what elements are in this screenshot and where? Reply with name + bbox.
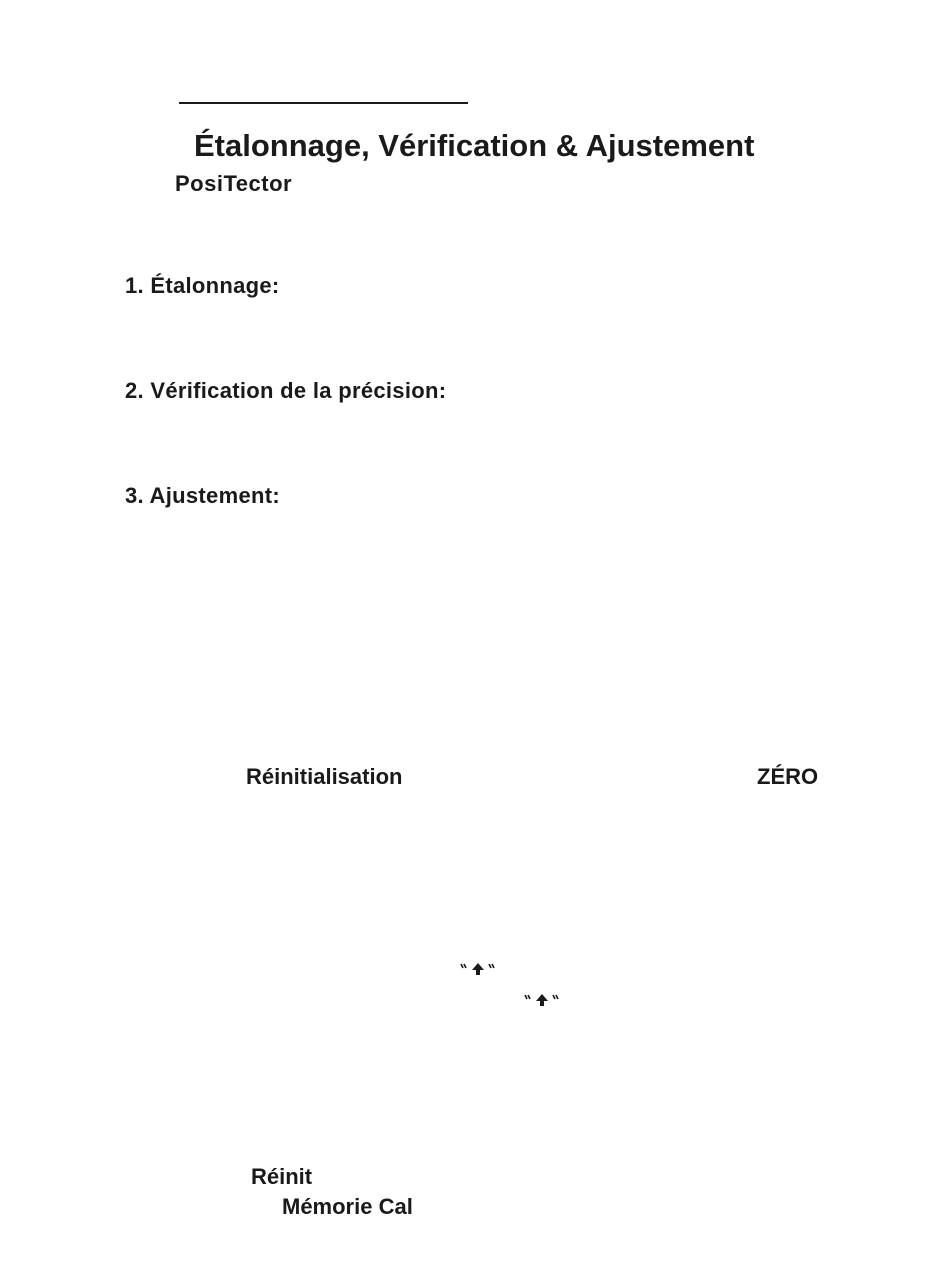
zero-label: ZÉRO <box>757 764 819 789</box>
section-heading-accuracy-check: 2. Vérification de la précision: <box>125 378 447 403</box>
memory-cal-label: Mémorie Cal <box>282 1194 413 1219</box>
arrow-up-icon <box>458 960 498 978</box>
page-title: Étalonnage, Vérification & Ajustement <box>194 128 755 163</box>
header-rule <box>179 102 468 104</box>
page-subtitle: PosiTector <box>175 171 293 196</box>
arrow-up-icon <box>522 991 562 1009</box>
section-heading-calibration: 1. Étalonnage: <box>125 273 280 298</box>
reinit-label: Réinit <box>251 1164 313 1189</box>
section-heading-adjustment: 3. Ajustement: <box>125 483 280 508</box>
reset-label: Réinitialisation <box>246 764 403 789</box>
